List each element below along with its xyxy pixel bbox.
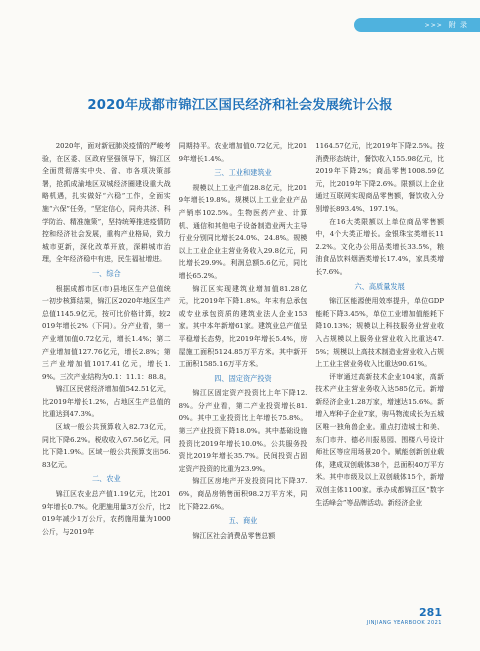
paragraph: 锦江区能源使用效率提升，单位GDP能耗下降3.45%，单位工业增加值能耗下降10.13%；规模以上科技服务业营业收入占规模以上服务业营业收入比重达47.5%；规模以上高技术制造业营业收入占规上工业主营业务收入比重达90.61%。 (315, 297, 444, 369)
column-2 (179, 140, 308, 600)
section-heading: 二、农业 (91, 474, 121, 484)
paragraph: 在16大类限额以上单位商品零售额中，4个大类正增长。金银珠宝类增长112.2%。文化办公用品类增长33.5%，粮油食品饮料烟酒类增长17.4%，家具类增长7.6%。 (315, 217, 444, 276)
section-tab (354, 18, 480, 32)
paragraph: 锦江区社会消费品零售总额 (192, 531, 276, 540)
column-3 (315, 140, 444, 600)
paragraph: 根据成都市区(市)县地区生产总值统一初步核算结果，锦江区2020年地区生产总值1145.9亿元，按可比价格计算，较2019年增长2%（下同）。分产业看，第一产业增加值0.72亿元，增长1.4%；第二产业增加值127.76亿元，增长2.8%；第三产业增加值1017.41亿元，增长1.9%。三次产业结构为0.1：11.1：88.8。 (42, 284, 171, 381)
paragraph: 1164.57亿元，比2019年下降2.5%。按消费形态统计，餐饮收入155.98亿元，比2019年下降2%；商品零售1008.59亿元，比2019年下降2.6%。限额以上企业通过互联网实现商品零售额，餐饮收入分别增长893.4%、197.1%。 (315, 142, 444, 213)
section-label: 附 录 (448, 21, 468, 29)
section-heading: 五、商业 (228, 516, 258, 526)
page-footer (367, 606, 442, 626)
paragraph: 评审通过高新技术企业104家，高新技术产业主营业务收入达585亿元。新增新经济企业1.28万家，增速达15.6%。新增入库种子企业7家，驹马物流成长为五城区唯一独角兽企业。重点打造城士和美、东门市井、德必川报易园、围楼八号设计师社区等应用场景20个。赋能创新创业载体，建成双创载体38个，总面积40万平方米。其中市级及以上双创载体15个，新增双创主体1100家。承办成都锦江区“数字生活峰会”等品牌活动。新经济企业 (315, 372, 444, 507)
page-number: 281 (419, 606, 442, 619)
paragraph: 规模以上工业产值28.8亿元，比2019年增长19.8%。规模以上工业企业产品产销率102.5%。生物医药产业、计算机、通信和其他电子设备制造业两大主导行业分别同比增长24.0%、24.8%。规模以上工业企业主营业务收入29.8亿元，同比增长29.9%。利润总额5.6亿元，同比增长65.2%。 (178, 183, 308, 280)
chevrons-icon: >>> (424, 21, 443, 29)
paragraph: 锦江区固定资产投资比上年下降12.8%。分产业看，第二产业投资增长81.0%。其中工业投资比上年增长75.8%。第三产业投资下降18.0%。其中基础设施投资比2019年增长10.0%。公共服务投资比2019年增长35.7%。民间投资占固定资产投资的比重为23.9%。 (178, 389, 308, 473)
section-heading: 六、高质量发展 (354, 281, 405, 291)
paragraph: 区域一般公共预算收入82.73亿元，同比下降6.2%。税收收入67.56亿元，同比下降1.9%。区域一般公共预算支出56.83亿元。 (42, 423, 171, 469)
yearbook-name: JINJIANG YEARBOOK 2021 (366, 620, 442, 626)
paragraph: 2020年，面对新冠肺炎疫情的严峻考验，在区委、区政府坚强领导下，锦江区全面贯彻落实中央、省、市各项决策部署，抢抓成渝地区双城经济圈建设重大战略机遇，扎实做好“六稳”工作，全面实施“六保”任务，“坚定信心，同舟共济、科学防治、精准施策”，坚持统筹推进疫情防控和经济社会发展，重构产业格局，致力城市更新，深化改革开放，深耕城市治理，全年经济稳中有进，民生福祉增进。 (42, 142, 171, 264)
document-title: 2020年成都市锦江区国民经济和社会发展统计公报 (87, 98, 393, 113)
paragraph: 锦江区实现建筑业增加值81.28亿元，比2019年下降1.8%。年末有总承包或专业承包资质的建筑业法人企业153家。其中本年新增61家。建筑业总产值呈平稳增长态势，比2019年增长5.4%，房屋施工面积5124.85万平方米。其中新开工面积1585.16万平方米。 (178, 284, 308, 369)
column-1 (42, 140, 171, 600)
paragraph: 锦江区农业总产值1.19亿元，比2019年增长0.7%。化肥施用量3万公斤，比2019年减少1万公斤，农药施用量为1000公斤，与2019年 (42, 490, 171, 536)
section-heading: 三、工业和建筑业 (214, 168, 272, 178)
body-columns (42, 140, 444, 600)
paragraph: 同期持平。农业增加值0.72亿元，比2019年增长1.4%。 (178, 142, 308, 163)
paragraph: 锦江区民营经济增加值542.51亿元，比2019年增长1.2%，占地区生产总值的比重达到47.3%。 (42, 385, 171, 419)
section-heading: 四、固定资产投资 (214, 373, 272, 383)
section-heading: 一、综合 (91, 268, 121, 278)
paragraph: 锦江区房地产开发投资同比下降37.6%，商品房销售面积98.2万平方米，同比下降22.6%。 (178, 477, 308, 511)
